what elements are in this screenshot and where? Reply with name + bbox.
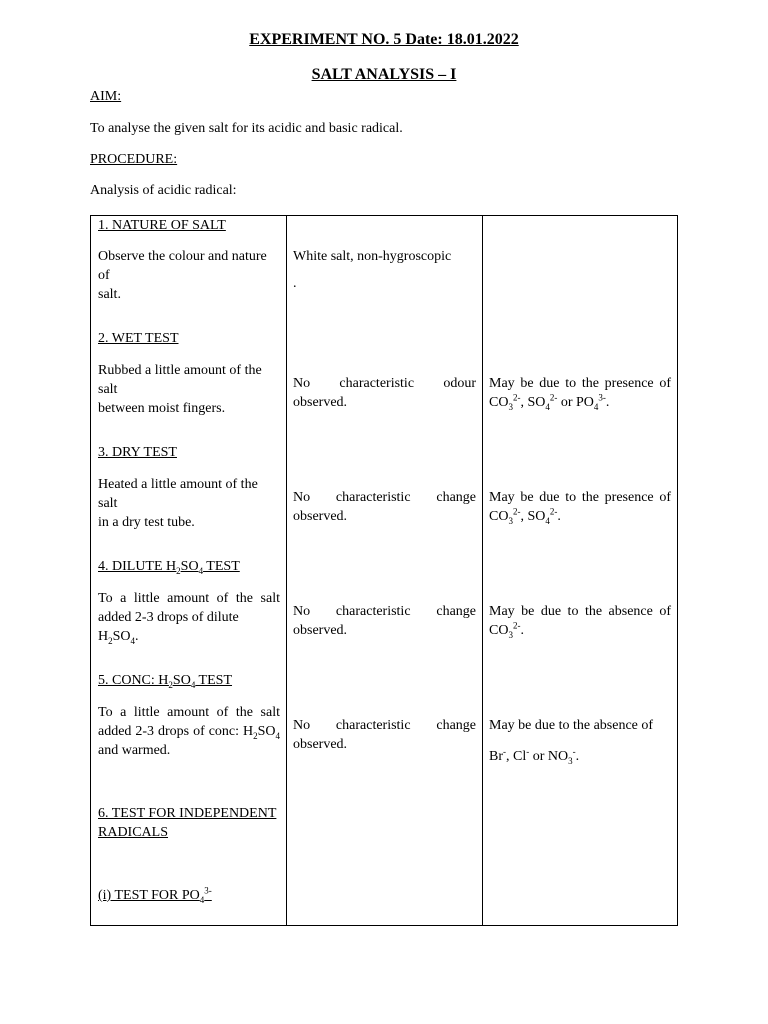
column-divider (482, 216, 483, 925)
procedure-heading: PROCEDURE: (90, 152, 178, 167)
test1-observation: White salt, non-hygroscopic . (293, 249, 452, 291)
test3-heading: 3. DRY TEST (98, 445, 177, 460)
test3-observation: No characteristic change observed. (293, 490, 476, 524)
test6-subheading: (i) TEST FOR $PO_4^{3-}$ (98, 885, 212, 905)
test3-inference: May be due to the presence of $CO_3^{2-}$, $SO_4^{2-}$. (489, 490, 671, 526)
aim-heading: AIM: (90, 89, 122, 104)
test1-heading: 1. NATURE OF SALT (98, 218, 226, 233)
test3-experiment: Heated a little amount of the salt in a dry test tube. (98, 477, 258, 530)
test4-heading: 4. DILUTE $H_2SO_4$ TEST (98, 559, 240, 576)
column-divider (286, 216, 287, 925)
test6-heading: 6. TEST FOR INDEPENDENT RADICALS (98, 806, 277, 840)
test5-inference: May be due to the absence of Br-, Cl- or $NO_3^-$. (489, 718, 654, 766)
test2-experiment: Rubbed a little amount of the salt between moist fingers. (98, 363, 262, 416)
experiment-header: EXPERIMENT NO. 5 Date: 18.01.2022 (249, 31, 519, 48)
analysis-table (90, 215, 678, 926)
test5-heading: 5. CONC: $H_2SO_4$ TEST (98, 673, 233, 690)
aim-text: To analyse the given salt for its acidic and basic radical. (90, 121, 403, 136)
test2-inference: May be due to the presence of $CO_3^{2-}$, $SO_4^{2-}$ or $PO_4^{3-}$. (489, 376, 671, 412)
test2-heading: 2. WET TEST (98, 331, 179, 346)
page-title: SALT ANALYSIS – I (311, 66, 457, 83)
test1-experiment: Observe the colour and nature of salt. (98, 249, 267, 302)
test4-inference: May be due to the absence of $CO_3^{2-}$. (489, 604, 671, 640)
test2-observation: No characteristic odour observed. (293, 376, 476, 410)
procedure-subheading: Analysis of acidic radical: (90, 183, 237, 198)
test5-observation: No characteristic change observed. (293, 718, 476, 752)
test5-experiment: To a little amount of the salt added 2-3 drops of conc: $H_2SO_4$ and warmed. (98, 705, 280, 758)
test4-observation: No characteristic change observed. (293, 604, 476, 638)
test4-experiment: To a little amount of the salt added 2-3 drops of dilute $H_2SO_4$. (98, 591, 280, 646)
